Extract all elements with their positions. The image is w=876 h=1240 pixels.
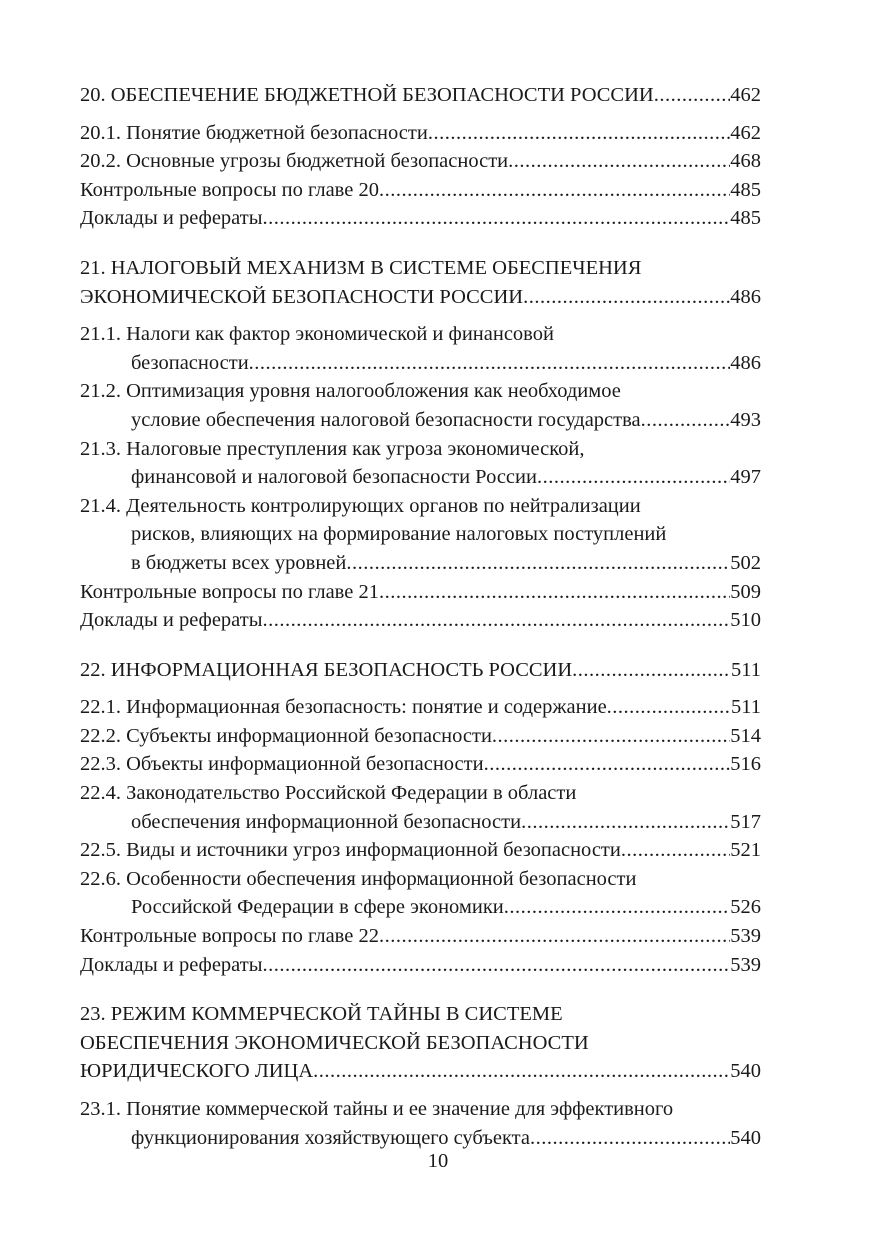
- page-ref: 540: [730, 1126, 761, 1149]
- toc-entry-line[interactable]: [80, 435, 761, 464]
- toc-entry-line-text: 21.4. Деятельность контролирующих органов по нейтрализации: [80, 494, 641, 517]
- toc-chapter: [80, 656, 761, 980]
- page-ref: 486: [730, 285, 761, 308]
- toc-entry-line[interactable]: [80, 1124, 761, 1153]
- chapter-title-line-text: ЭКОНОМИЧЕСКОЙ БЕЗОПАСНОСТИ РОССИИ: [80, 285, 524, 308]
- toc-entry-line[interactable]: [80, 320, 761, 349]
- toc-entry-line-text: Доклады и рефераты: [80, 953, 263, 976]
- dot-leader: [262, 204, 730, 233]
- page-ref: 526: [730, 896, 761, 919]
- toc-entry-line[interactable]: [80, 836, 761, 865]
- toc-entries: [80, 119, 761, 233]
- page-number: 10: [427, 1150, 449, 1172]
- toc-entry-line[interactable]: [80, 349, 761, 378]
- toc-entry-line[interactable]: [80, 147, 761, 176]
- toc-entry-line-text: Контрольные вопросы по главе 22: [80, 925, 379, 948]
- toc-entry-line-text: 22.6. Особенности обеспечения информационной безопасности: [80, 867, 637, 890]
- toc-entry-line[interactable]: [80, 204, 761, 233]
- page-ref: 521: [730, 839, 761, 862]
- page-ref: 502: [730, 551, 761, 574]
- toc-entry-line[interactable]: [80, 492, 761, 521]
- dot-leader: [262, 606, 730, 635]
- page-ref: 539: [730, 953, 761, 976]
- toc-entry-line[interactable]: [80, 406, 761, 435]
- toc-entry-line[interactable]: [80, 377, 761, 406]
- toc-entry-line[interactable]: [80, 549, 761, 578]
- dot-leader: [262, 951, 730, 980]
- dot-leader: [504, 893, 730, 922]
- page-ref: 485: [730, 178, 761, 201]
- page-ref: 462: [730, 84, 761, 106]
- toc-entries: [80, 1095, 761, 1152]
- page-ref: 485: [730, 207, 761, 230]
- toc-entry-line[interactable]: [80, 119, 761, 148]
- page-ref: 497: [730, 466, 761, 489]
- chapter-title-line[interactable]: [80, 1029, 761, 1058]
- toc-entry-line[interactable]: [80, 520, 761, 549]
- toc-entry-line-text: 22.5. Виды и источники угроз информационной безопасности: [80, 839, 621, 862]
- page-ref: 514: [730, 724, 761, 747]
- toc-entry-line[interactable]: [80, 893, 761, 922]
- toc-entry-line-text: функционирования хозяйствующего субъекта: [131, 1126, 530, 1149]
- toc-chapter: [80, 254, 761, 635]
- page-ref: 539: [730, 925, 761, 948]
- toc-entry-line-text: Российской Федерации в сфере экономики: [131, 896, 504, 919]
- dot-leader: [654, 81, 731, 110]
- toc-entry-line-text: Доклады и рефераты: [80, 207, 263, 230]
- dot-leader: [521, 808, 730, 837]
- dot-leader: [428, 119, 730, 148]
- toc-entries: [80, 693, 761, 979]
- dot-leader: [621, 836, 730, 865]
- page-ref: 517: [730, 810, 761, 833]
- dot-leader: [379, 578, 730, 607]
- toc-entry-line[interactable]: [80, 951, 761, 980]
- dot-leader: [572, 656, 731, 685]
- toc-entry-line-text: Контрольные вопросы по главе 21: [80, 580, 379, 603]
- page-ref: 462: [730, 121, 761, 144]
- toc-entry-line-text: обеспечения информационной безопасности: [131, 810, 522, 833]
- toc-entry-line-text: 21.3. Налоговые преступления как угроза экономической,: [80, 437, 585, 460]
- page-ref: 511: [731, 658, 761, 681]
- toc-entry-line[interactable]: [80, 865, 761, 894]
- chapter-title-line-text: 23. РЕЖИМ КОММЕРЧЕСКОЙ ТАЙНЫ В СИСТЕМЕ: [80, 1003, 563, 1026]
- dot-leader: [530, 1124, 730, 1153]
- dot-leader: [607, 693, 731, 722]
- toc-entry-line[interactable]: [80, 922, 761, 951]
- dot-leader: [537, 463, 730, 492]
- toc-entry-line[interactable]: [80, 750, 761, 779]
- chapter-title-line-text: ЮРИДИЧЕСКОГО ЛИЦА: [80, 1060, 314, 1083]
- page-ref: 486: [730, 351, 761, 374]
- dot-leader: [346, 549, 730, 578]
- toc-entry-line-text: 23.1. Понятие коммерческой тайны и ее значение для эффективного: [80, 1098, 674, 1120]
- chapter-title-line[interactable]: [80, 656, 761, 685]
- chapter-title-line[interactable]: [80, 1000, 761, 1029]
- toc-entry-line-text: Контрольные вопросы по главе 20: [80, 178, 379, 201]
- table-of-contents: [80, 81, 761, 1152]
- page-ref: 493: [730, 408, 761, 431]
- toc-entry-line[interactable]: [80, 722, 761, 751]
- chapter-title-line[interactable]: [80, 254, 761, 283]
- toc-entry-line[interactable]: [80, 578, 761, 607]
- toc-entries: [80, 320, 761, 635]
- dot-leader: [379, 176, 730, 205]
- toc-entry-line[interactable]: [80, 808, 761, 837]
- toc-entry-line[interactable]: [80, 693, 761, 722]
- toc-entry-line-text: 21.2. Оптимизация уровня налогообложения как необходимое: [80, 380, 621, 403]
- toc-entry-line-text: 22.3. Объекты информационной безопасности: [80, 753, 484, 776]
- chapter-title-line[interactable]: [80, 1057, 761, 1086]
- toc-entry-line[interactable]: [80, 1095, 761, 1124]
- toc-entry-line[interactable]: [80, 606, 761, 635]
- toc-entry-line-text: безопасности: [131, 351, 249, 374]
- toc-entry-line-text: 22.1. Информационная безопасность: понятие и содержание: [80, 696, 607, 719]
- toc-entry-line[interactable]: [80, 463, 761, 492]
- dot-leader: [484, 750, 731, 779]
- chapter-title-line-text: 21. НАЛОГОВЫЙ МЕХАНИЗМ В СИСТЕМЕ ОБЕСПЕЧЕНИЯ: [80, 256, 642, 279]
- page-ref: 468: [730, 150, 761, 173]
- toc-entry-line-text: рисков, влияющих на формирование налоговых поступлений: [131, 523, 667, 546]
- page-ref: 540: [730, 1060, 761, 1083]
- dot-leader: [523, 283, 730, 312]
- chapter-title-line-text: 20. ОБЕСПЕЧЕНИЕ БЮДЖЕТНОЙ БЕЗОПАСНОСТИ РОССИИ: [80, 84, 654, 106]
- chapter-title-line[interactable]: [80, 81, 761, 110]
- dot-leader: [641, 406, 731, 435]
- toc-entry-line-text: 22.2. Субъекты информационной безопасности: [80, 724, 492, 747]
- toc-entry-line-text: 21.1. Налоги как фактор экономической и финансовой: [80, 323, 554, 346]
- dot-leader: [508, 147, 730, 176]
- toc-entry-line[interactable]: [80, 176, 761, 205]
- chapter-title-line[interactable]: [80, 283, 761, 312]
- chapter-title-line-text: ОБЕСПЕЧЕНИЯ ЭКОНОМИЧЕСКОЙ БЕЗОПАСНОСТИ: [80, 1031, 589, 1054]
- page-ref: 510: [730, 609, 761, 632]
- toc-entry-line-text: условие обеспечения налоговой безопасности государства: [131, 408, 641, 431]
- dot-leader: [379, 922, 730, 951]
- toc-entry-line-text: в бюджеты всех уровней: [131, 551, 347, 574]
- toc-entry-line-text: 20.2. Основные угрозы бюджетной безопасности: [80, 150, 509, 173]
- dot-leader: [492, 722, 730, 751]
- toc-chapter: [80, 1000, 761, 1152]
- toc-entry-line-text: финансовой и налоговой безопасности России: [131, 466, 537, 489]
- toc-entry-line[interactable]: [80, 779, 761, 808]
- dot-leader: [313, 1057, 730, 1086]
- page-ref: 516: [730, 753, 761, 776]
- toc-chapter: [80, 81, 761, 233]
- toc-entry-line-text: 20.1. Понятие бюджетной безопасности: [80, 121, 428, 144]
- page-ref: 511: [731, 696, 761, 719]
- chapter-title-line-text: 22. ИНФОРМАЦИОННАЯ БЕЗОПАСНОСТЬ РОССИИ: [80, 658, 573, 681]
- toc-entry-line-text: Доклады и рефераты: [80, 609, 263, 632]
- toc-entry-line-text: 22.4. Законодательство Российской Федерации в области: [80, 782, 577, 805]
- dot-leader: [249, 349, 731, 378]
- page-ref: 509: [730, 580, 761, 603]
